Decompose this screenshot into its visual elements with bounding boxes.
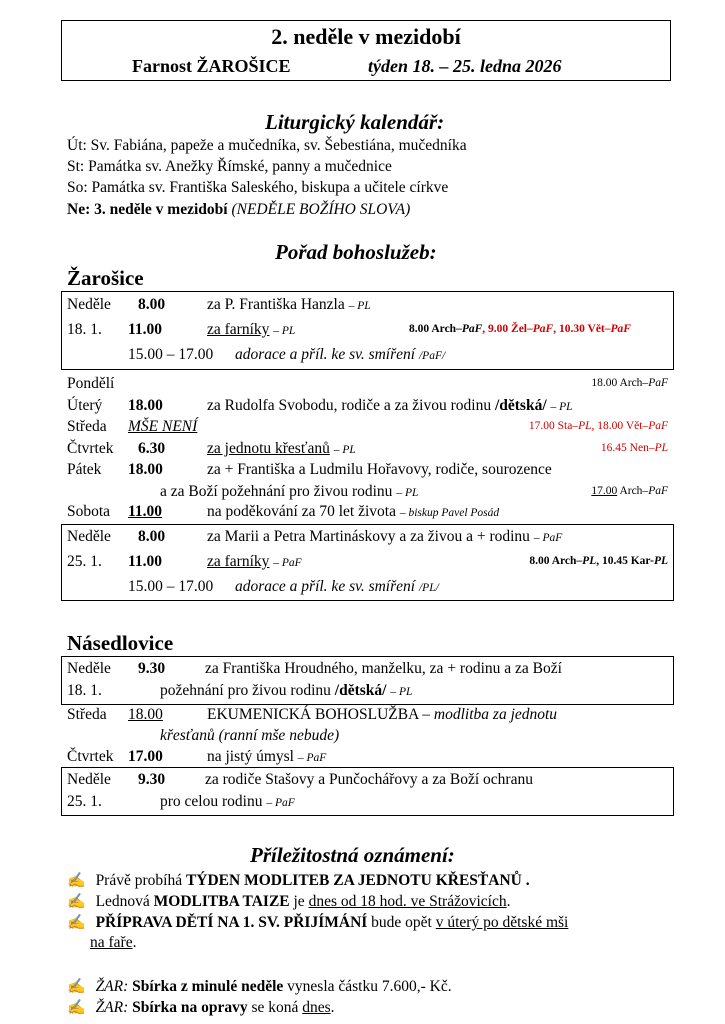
nas-s2-date: 25. 1. xyxy=(67,793,102,810)
mass-place: Arch– xyxy=(617,485,649,497)
zar-s2-t2: 11.00 xyxy=(128,553,163,570)
intent-note: křesťanů (ranní mše nebude) xyxy=(160,727,340,744)
zar-thu-day: Čtvrtek xyxy=(67,440,114,457)
zar-thu-time: 6.30 xyxy=(138,440,166,457)
nas-s2-intent: za rodiče Stašovy a Punčochářovy a za Boží ochranu xyxy=(205,771,533,788)
calendar-line: So: Památka sv. Františka Saleského, biskupa a učitele církve xyxy=(67,179,449,196)
intent: adorace a příl. ke sv. smíření xyxy=(235,346,416,363)
celebrant: – PaF xyxy=(297,752,327,764)
intent: za P. Františka Hanzla xyxy=(207,296,345,313)
nas-s1-intent2 xyxy=(160,682,412,700)
text: . xyxy=(506,893,511,910)
zar-wed-right xyxy=(470,420,668,432)
nas-wed-intent2 xyxy=(160,727,339,745)
zar-wed-day: Středa xyxy=(67,418,107,435)
intent: pro celou rodinu xyxy=(160,793,263,810)
mass-time: 17.00 xyxy=(591,485,618,497)
nas-wed-day: Středa xyxy=(67,706,107,723)
zar-tue-intent xyxy=(207,397,573,415)
intent: za jednotu křesťanů xyxy=(207,440,330,457)
celebrant: – PaF xyxy=(266,797,295,809)
intent: EKUMENICKÁ BOHOSLUŽBA xyxy=(207,706,419,723)
zar-s1-other-masses: 8.00 Arch–PaF, 9.00 Žel–PaF, 10.30 Vět–PaF xyxy=(409,323,631,335)
nas-s2-time: 9.30 xyxy=(138,771,166,788)
text: Lednová xyxy=(95,893,154,910)
zar-mon-right xyxy=(560,377,668,389)
mass-time: , 18.00 Vět– xyxy=(591,420,649,432)
mass-time: 18.00 Arch– xyxy=(591,377,649,389)
zar-s1-i2 xyxy=(207,321,295,339)
intent-note: – modlitba za jednotu xyxy=(422,706,558,723)
announcement-2 xyxy=(67,892,510,911)
celebrant: PaF xyxy=(461,323,483,335)
celebrant: PaF xyxy=(648,377,668,389)
mass-time: 17.00 Sta– xyxy=(528,420,579,432)
text-italic: ŽAR: xyxy=(95,999,129,1016)
nas-thu-intent xyxy=(207,748,326,766)
nas-s2-day: Neděle xyxy=(67,771,111,788)
zar-s2-i1 xyxy=(207,528,562,546)
zar-fri-intent2 xyxy=(160,483,418,501)
calendar-sunday-note: (NEDĚLE BOŽÍHO SLOVA) xyxy=(231,201,411,218)
mass-kar: , 10.45 Kar- xyxy=(596,555,654,567)
calendar-heading: Liturgický kalendář: xyxy=(265,110,445,134)
text-underlined: dnes xyxy=(302,999,331,1016)
zar-s2-i2 xyxy=(207,553,302,571)
zar-s2-other-masses xyxy=(480,555,668,567)
mass-arch: 8.00 Arch– xyxy=(409,323,462,335)
zar-sat-intent xyxy=(207,503,499,521)
text-underlined: v úterý po dětské mši xyxy=(435,914,569,931)
mass-vet: 10.30 Vět– xyxy=(558,323,611,335)
zar-s2-t3: 15.00 – 17.00 xyxy=(128,578,214,595)
nas-s1-time: 9.30 xyxy=(138,660,166,677)
page-title: 2. neděle v mezidobí xyxy=(271,24,461,49)
zar-fri-right xyxy=(560,485,668,497)
text-bold: MODLITBA TAIZE xyxy=(153,893,290,910)
celebrant: – PL xyxy=(396,487,419,499)
announcements-heading: Příležitostná oznámení: xyxy=(250,843,455,867)
intent: požehnání pro živou rodinu xyxy=(160,682,331,699)
zar-fri-intent: za + Františka a Ludmilu Hořavovy, rodiče, sourozence xyxy=(207,461,552,478)
zar-mon-day: Pondělí xyxy=(67,375,115,392)
place-zarosice: Žarošice xyxy=(67,266,144,290)
mass-time: 16.45 Nen– xyxy=(600,442,655,454)
zar-tue-time: 18.00 xyxy=(128,397,163,414)
celebrant: – PaF xyxy=(273,557,302,569)
text: bude opět xyxy=(367,914,436,931)
text: . xyxy=(521,872,530,889)
zar-thu-intent xyxy=(207,440,356,458)
text-bold: Sbírka na opravy xyxy=(132,999,248,1016)
intent: za Rudolfa Svobodu, rodiče a za živou rodinu xyxy=(207,397,492,414)
intent: za farníky xyxy=(207,321,270,338)
announcement-3 xyxy=(67,913,568,932)
celebrant: PL xyxy=(653,555,668,567)
celebrant: PL xyxy=(582,555,597,567)
text: se koná xyxy=(247,999,303,1016)
zar-s2-date: 25. 1. xyxy=(67,553,102,570)
intent: za farníky xyxy=(207,553,270,570)
zar-s1-t1: 8.00 xyxy=(138,296,166,313)
celebrant: PaF xyxy=(532,323,554,335)
text-underlined: dnes od 18 hod. ve Strážovicích xyxy=(308,893,507,910)
zar-sat-day: Sobota xyxy=(67,503,111,520)
pen-icon: ✍ xyxy=(67,894,86,910)
celebrant: /PL/ xyxy=(418,582,439,594)
zar-s1-t2: 11.00 xyxy=(128,321,163,338)
nas-s1-intent: za Františka Hroudného, manželku, za + rodinu a za Boží xyxy=(205,660,562,677)
text: je xyxy=(289,893,309,910)
announcement-5 xyxy=(67,998,335,1017)
pen-icon: ✍ xyxy=(67,873,86,889)
pen-icon: ✍ xyxy=(67,915,86,931)
text-underlined: na faře xyxy=(90,934,133,951)
zar-s2-i3 xyxy=(235,578,439,596)
zar-s1-i1 xyxy=(207,296,371,314)
celebrant: – PL xyxy=(273,325,296,337)
zar-fri-day: Pátek xyxy=(67,461,102,478)
pen-icon: ✍ xyxy=(67,979,86,995)
intent: na jistý úmysl xyxy=(207,748,294,765)
zar-s1-day: Neděle xyxy=(67,296,111,313)
calendar-line-sunday xyxy=(67,201,410,219)
calendar-sunday-title: Ne: 3. neděle v mezidobí xyxy=(67,201,228,218)
celebrant: – PL xyxy=(550,401,573,413)
celebrant: /PaF/ xyxy=(418,350,446,362)
calendar-line: Út: Sv. Fabiána, papeže a mučedníka, sv. Šebestiána, mučedníka xyxy=(67,137,467,154)
nas-s2-intent2 xyxy=(160,793,295,811)
nas-wed-time: 18.00 xyxy=(128,706,163,723)
text-italic: ŽAR: xyxy=(95,978,129,995)
zar-s1-date: 18. 1. xyxy=(67,321,102,338)
services-heading: Pořad bohoslužeb: xyxy=(275,240,437,264)
celebrant: – PL xyxy=(333,444,356,456)
tag: /dětská/ xyxy=(494,397,547,414)
zar-s1-i3 xyxy=(235,346,445,364)
celebrant: – PL xyxy=(348,300,371,312)
nas-s1-date: 18. 1. xyxy=(67,682,102,699)
celebrant: PaF xyxy=(610,323,631,335)
mass-arch: 8.00 Arch– xyxy=(529,555,583,567)
intent: a za Boží požehnání pro živou rodinu xyxy=(160,483,393,500)
zar-s1-t3: 15.00 – 17.00 xyxy=(128,346,214,363)
celebrant: – biskup Pavel Posád xyxy=(399,507,500,519)
zar-s2-t1: 8.00 xyxy=(138,528,166,545)
celebrant: PaF xyxy=(648,485,668,497)
mass-zel: 9.00 Žel– xyxy=(488,323,533,335)
no-mass: MŠE NENÍ xyxy=(128,418,198,435)
announcement-1 xyxy=(67,871,530,890)
intent: na poděkování za 70 let života xyxy=(207,503,396,520)
nas-thu-time: 17.00 xyxy=(128,748,163,765)
nas-wed-intent xyxy=(207,706,557,724)
week-range: týden 18. – 25. ledna 2026 xyxy=(368,56,562,76)
text-bold: TÝDEN MODLITEB ZA JEDNOTU KŘESŤANŮ xyxy=(185,872,522,889)
zar-wed-intent xyxy=(128,418,197,436)
pen-icon: ✍ xyxy=(67,1000,86,1016)
zar-thu-right xyxy=(560,442,668,454)
text-bold: PŘÍPRAVA DĚTÍ NA 1. SV. PŘIJÍMÁNÍ xyxy=(95,914,368,931)
parish-name: Farnost ŽAROŠICE xyxy=(132,56,291,76)
zar-sat-time: 11.00 xyxy=(128,503,163,520)
celebrant: PL xyxy=(578,420,592,432)
text-bold: Sbírka z minulé neděle xyxy=(132,978,284,995)
place-nasedlovice: Násedlovice xyxy=(67,631,174,655)
zar-s2-day: Neděle xyxy=(67,528,111,545)
intent: adorace a příl. ke sv. smíření xyxy=(235,578,416,595)
announcement-4 xyxy=(67,977,452,996)
text: Právě probíhá xyxy=(95,872,186,889)
celebrant: PaF xyxy=(648,420,668,432)
celebrant: PL xyxy=(654,442,668,454)
calendar-line: St: Památka sv. Anežky Římské, panny a mučednice xyxy=(67,158,392,175)
announcement-3-cont xyxy=(90,934,136,952)
intent: za Marii a Petra Martináskovy a za živou a + rodinu xyxy=(207,528,530,545)
nas-s1-day: Neděle xyxy=(67,660,111,677)
tag: /dětská/ xyxy=(334,682,387,699)
text: . xyxy=(330,999,335,1016)
text: . xyxy=(132,934,137,951)
celebrant: – PaF xyxy=(533,532,563,544)
zar-tue-day: Úterý xyxy=(67,397,103,414)
text: vynesla částku 7.600,- Kč. xyxy=(283,978,452,995)
zar-fri-time: 18.00 xyxy=(128,461,163,478)
nas-thu-day: Čtvrtek xyxy=(67,748,114,765)
celebrant: – PL xyxy=(390,686,413,698)
